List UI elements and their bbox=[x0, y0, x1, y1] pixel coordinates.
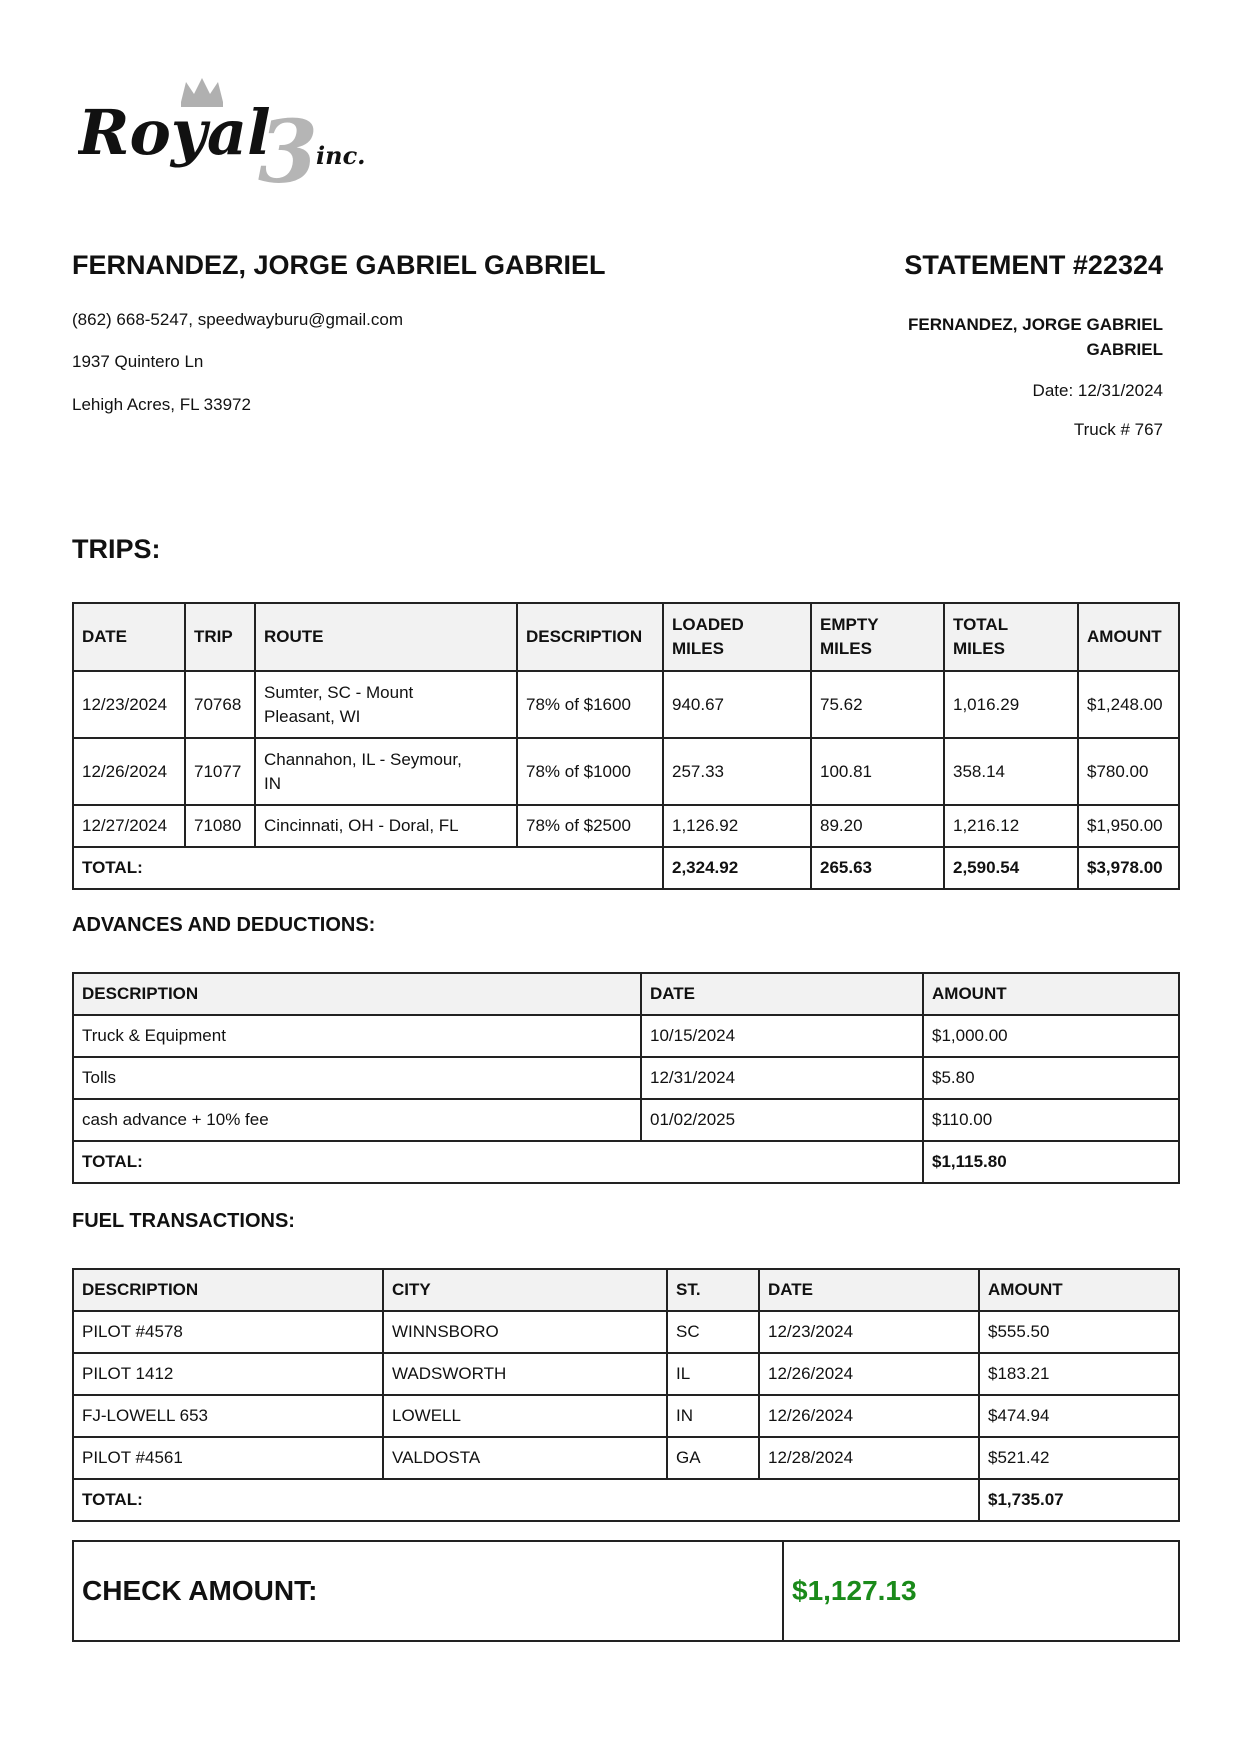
cell: $780.00 bbox=[1078, 738, 1179, 805]
driver-address-line2: Lehigh Acres, FL 33972 bbox=[72, 395, 251, 414]
cell: PILOT #4561 bbox=[73, 1437, 383, 1479]
cell: IL bbox=[667, 1353, 759, 1395]
column-header: DATE bbox=[641, 973, 923, 1015]
cell: 10/15/2024 bbox=[641, 1015, 923, 1057]
total-row bbox=[73, 1479, 1179, 1521]
driver-contact: (862) 668-5247, speedwayburu@gmail.com bbox=[72, 310, 403, 329]
column-header: CITY bbox=[383, 1269, 667, 1311]
column-header: DESCRIPTION bbox=[517, 603, 663, 671]
logo-number: 3 bbox=[258, 102, 318, 194]
total-label: TOTAL: bbox=[73, 847, 663, 889]
total-empty: 265.63 bbox=[811, 847, 944, 889]
cell: 12/23/2024 bbox=[73, 671, 185, 738]
column-header: DATE bbox=[759, 1269, 979, 1311]
cell: 12/27/2024 bbox=[73, 805, 185, 847]
cell: 100.81 bbox=[811, 738, 944, 805]
table-row bbox=[73, 1057, 1179, 1099]
cell: 12/28/2024 bbox=[759, 1437, 979, 1479]
cell: 01/02/2025 bbox=[641, 1099, 923, 1141]
cell: 12/23/2024 bbox=[759, 1311, 979, 1353]
cell: $110.00 bbox=[923, 1099, 1179, 1141]
column-header: LOADED MILES bbox=[663, 603, 811, 671]
cell: $555.50 bbox=[979, 1311, 1179, 1353]
column-header: EMPTY MILES bbox=[811, 603, 944, 671]
cell: 12/26/2024 bbox=[759, 1395, 979, 1437]
cell: 358.14 bbox=[944, 738, 1078, 805]
payee-name-line2: GABRIEL bbox=[1086, 340, 1163, 359]
cell: cash advance + 10% fee bbox=[73, 1099, 641, 1141]
table-header-row bbox=[73, 1269, 1179, 1311]
company-logo bbox=[78, 74, 398, 194]
cell: IN bbox=[667, 1395, 759, 1437]
cell: FJ-LOWELL 653 bbox=[73, 1395, 383, 1437]
total-row bbox=[73, 847, 1179, 889]
column-header: TRIP bbox=[185, 603, 255, 671]
cell: WINNSBORO bbox=[383, 1311, 667, 1353]
table-row bbox=[73, 671, 1179, 738]
table-row bbox=[73, 1311, 1179, 1353]
table-header-row bbox=[73, 603, 1179, 671]
cell: 70768 bbox=[185, 671, 255, 738]
cell: Tolls bbox=[73, 1057, 641, 1099]
column-header: DESCRIPTION bbox=[73, 973, 641, 1015]
table-row bbox=[73, 1353, 1179, 1395]
cell: $1,248.00 bbox=[1078, 671, 1179, 738]
cell: Sumter, SC - Mount Pleasant, WI bbox=[255, 671, 517, 738]
cell: 78% of $1000 bbox=[517, 738, 663, 805]
column-header: AMOUNT bbox=[1078, 603, 1179, 671]
cell: 12/26/2024 bbox=[759, 1353, 979, 1395]
deductions-title: ADVANCES AND DEDUCTIONS: bbox=[72, 914, 376, 936]
cell: 940.67 bbox=[663, 671, 811, 738]
trips-title: TRIPS: bbox=[72, 534, 161, 564]
check-amount-value: $1,127.13 bbox=[783, 1541, 1179, 1641]
column-header: AMOUNT bbox=[979, 1269, 1179, 1311]
total-loaded: 2,324.92 bbox=[663, 847, 811, 889]
column-header: ST. bbox=[667, 1269, 759, 1311]
cell: PILOT #4578 bbox=[73, 1311, 383, 1353]
cell: SC bbox=[667, 1311, 759, 1353]
cell: Truck & Equipment bbox=[73, 1015, 641, 1057]
logo-text: Royal bbox=[78, 96, 271, 169]
driver-address-line1: 1937 Quintero Ln bbox=[72, 352, 204, 371]
cell: 78% of $2500 bbox=[517, 805, 663, 847]
cell: $521.42 bbox=[979, 1437, 1179, 1479]
cell: $1,950.00 bbox=[1078, 805, 1179, 847]
payee-name-line1: FERNANDEZ, JORGE GABRIEL bbox=[907, 315, 1163, 334]
cell: $1,000.00 bbox=[923, 1015, 1179, 1057]
truck-number: Truck # 767 bbox=[1073, 420, 1163, 439]
column-header: DESCRIPTION bbox=[73, 1269, 383, 1311]
check-amount-box bbox=[72, 1540, 1180, 1642]
trips-table bbox=[72, 602, 1180, 890]
logo-suffix: inc. bbox=[316, 141, 366, 170]
cell: GA bbox=[667, 1437, 759, 1479]
table-row bbox=[73, 1015, 1179, 1057]
statement-title: STATEMENT #22324 bbox=[904, 250, 1163, 280]
fuel-table bbox=[72, 1268, 1180, 1522]
cell: PILOT 1412 bbox=[73, 1353, 383, 1395]
table-row bbox=[73, 738, 1179, 805]
cell: 1,216.12 bbox=[944, 805, 1078, 847]
cell: 1,016.29 bbox=[944, 671, 1078, 738]
deductions-table bbox=[72, 972, 1180, 1184]
table-row bbox=[73, 1099, 1179, 1141]
cell: VALDOSTA bbox=[383, 1437, 667, 1479]
total-amount: $3,978.00 bbox=[1078, 847, 1179, 889]
total-row bbox=[73, 1141, 1179, 1183]
cell: 71080 bbox=[185, 805, 255, 847]
total-label: TOTAL: bbox=[73, 1141, 923, 1183]
cell: $474.94 bbox=[979, 1395, 1179, 1437]
table-row bbox=[73, 1437, 1179, 1479]
cell: 257.33 bbox=[663, 738, 811, 805]
column-header: ROUTE bbox=[255, 603, 517, 671]
cell: 78% of $1600 bbox=[517, 671, 663, 738]
table-row bbox=[73, 805, 1179, 847]
check-amount-label: CHECK AMOUNT: bbox=[73, 1541, 783, 1641]
cell: 12/26/2024 bbox=[73, 738, 185, 805]
column-header: TOTAL MILES bbox=[944, 603, 1078, 671]
table-header-row bbox=[73, 973, 1179, 1015]
cell: 89.20 bbox=[811, 805, 944, 847]
cell: $183.21 bbox=[979, 1353, 1179, 1395]
statement-date: Date: 12/31/2024 bbox=[1032, 381, 1163, 400]
cell: 75.62 bbox=[811, 671, 944, 738]
cell: Cincinnati, OH - Doral, FL bbox=[255, 805, 517, 847]
table-row bbox=[73, 1395, 1179, 1437]
cell: 71077 bbox=[185, 738, 255, 805]
statement-info bbox=[803, 312, 1163, 440]
cell: Channahon, IL - Seymour, IN bbox=[255, 738, 517, 805]
cell: 12/31/2024 bbox=[641, 1057, 923, 1099]
cell: WADSWORTH bbox=[383, 1353, 667, 1395]
cell: $5.80 bbox=[923, 1057, 1179, 1099]
cell: 1,126.92 bbox=[663, 805, 811, 847]
total-amount: $1,115.80 bbox=[923, 1141, 1179, 1183]
fuel-title: FUEL TRANSACTIONS: bbox=[72, 1210, 295, 1232]
cell: LOWELL bbox=[383, 1395, 667, 1437]
total-miles: 2,590.54 bbox=[944, 847, 1078, 889]
total-label: TOTAL: bbox=[73, 1479, 979, 1521]
column-header: AMOUNT bbox=[923, 973, 1179, 1015]
driver-name: FERNANDEZ, JORGE GABRIEL GABRIEL bbox=[72, 250, 606, 280]
column-header: DATE bbox=[73, 603, 185, 671]
total-amount: $1,735.07 bbox=[979, 1479, 1179, 1521]
